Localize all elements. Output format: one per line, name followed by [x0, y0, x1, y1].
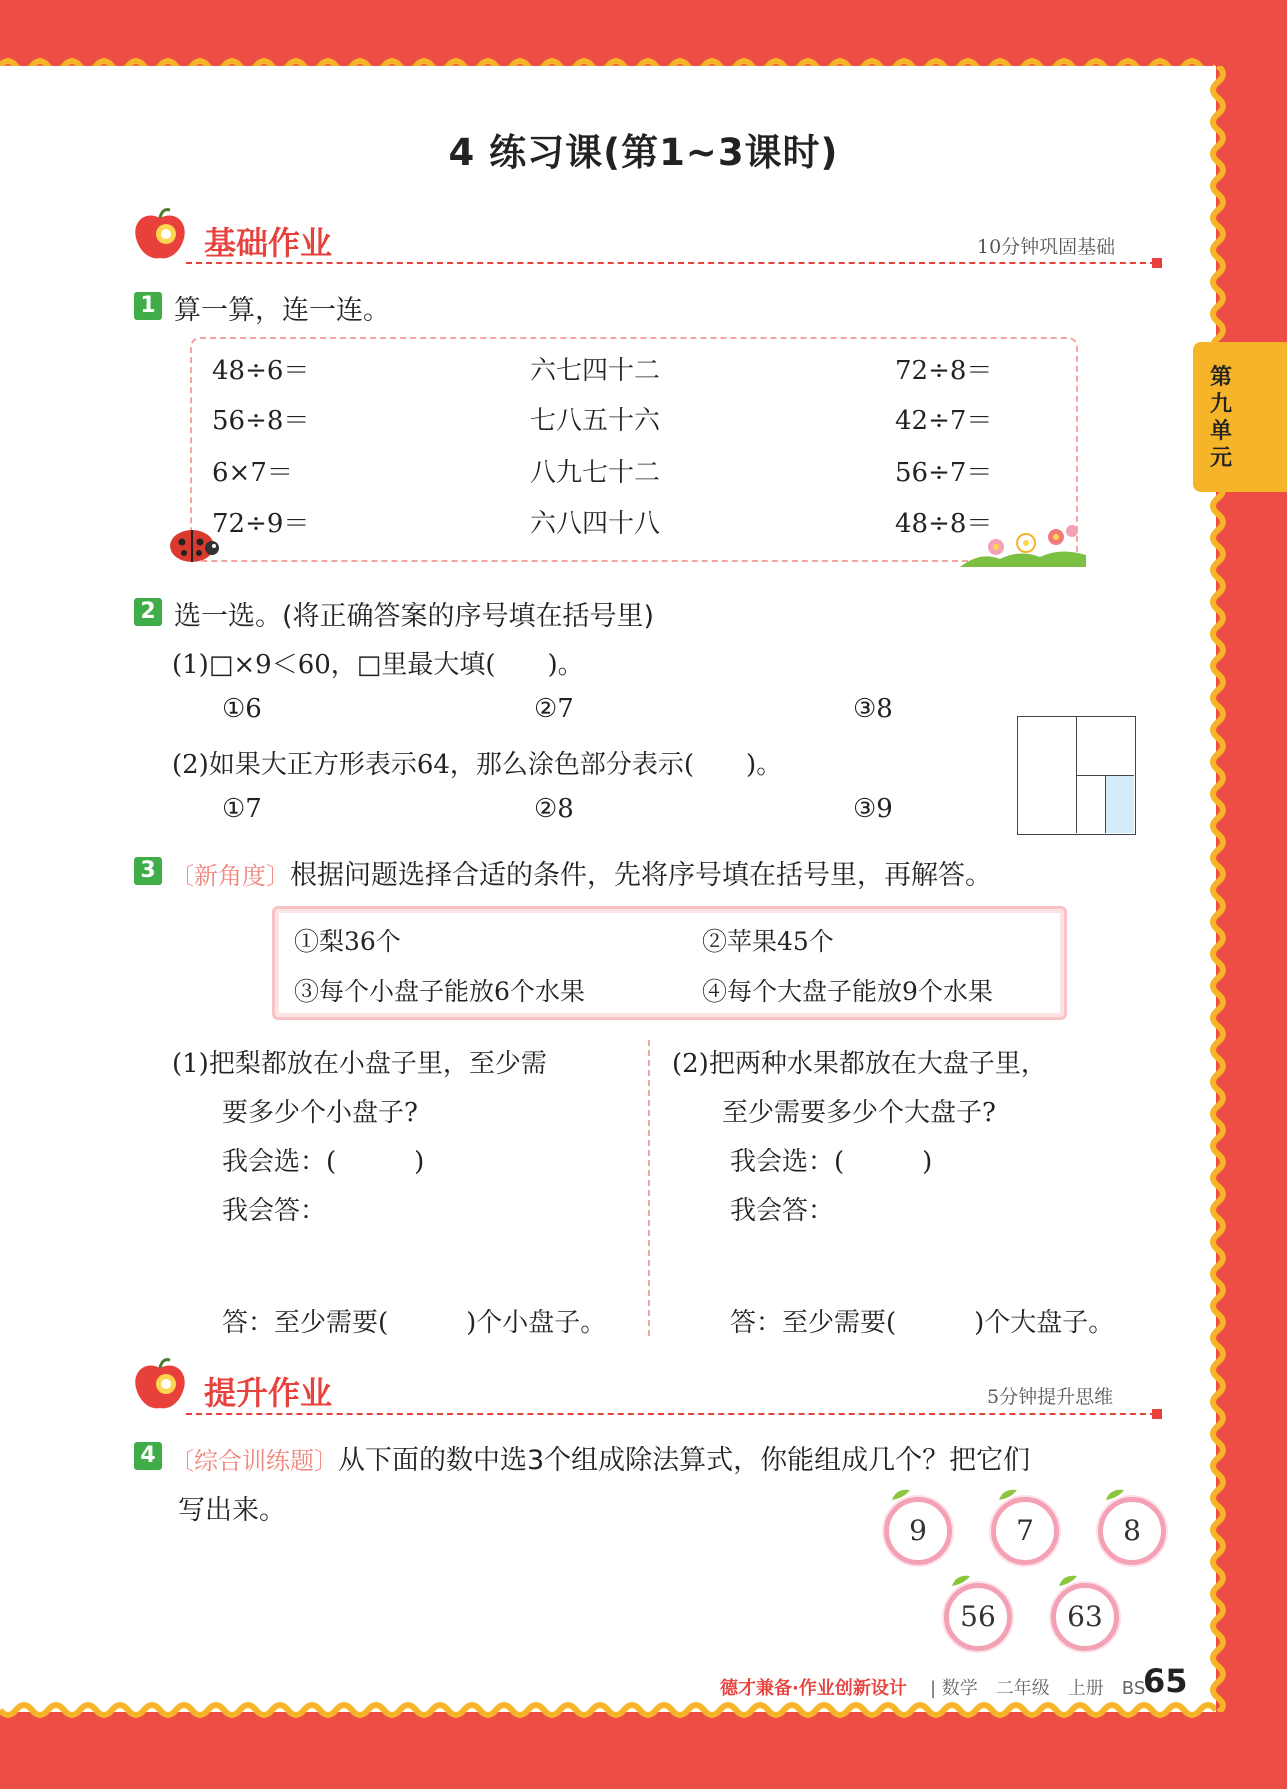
question-3-tag: 〔新角度〕 — [170, 862, 290, 890]
question-4-tag: 〔综合训练题〕 — [170, 1447, 338, 1475]
rhyme-2[interactable]: 七八五十六 — [530, 406, 661, 436]
question-3-line — [170, 853, 992, 892]
calc-right-4[interactable]: 48÷8＝ — [895, 509, 993, 539]
ladybug-icon — [166, 522, 222, 564]
question-4-prompt-cont: 写出来。 — [178, 1495, 286, 1526]
q3p1-answer[interactable]: 我会答： — [222, 1196, 327, 1226]
q3p2-line1: (2)把两种水果都放在大盘子里， — [672, 1049, 1047, 1079]
calc-left-4[interactable]: 72÷9＝ — [212, 509, 310, 539]
divider-end-mark — [1152, 258, 1162, 268]
calc-left-3[interactable]: 6×7＝ — [212, 458, 293, 488]
question-2-number: 2 — [134, 598, 162, 626]
apple-mascot-icon — [130, 1358, 190, 1414]
section-basic-note: 10分钟巩固基础 — [977, 236, 1116, 258]
question-4-prompt: 从下面的数中选3个组成除法算式，你能组成几个？把它们 — [338, 1445, 1031, 1476]
number-7[interactable]: 7 — [991, 1497, 1059, 1565]
number-56[interactable]: 56 — [944, 1583, 1012, 1651]
leaf-icon — [1104, 1486, 1128, 1502]
question-3-prompt: 根据问题选择合适的条件，先将序号填在括号里，再解答。 — [290, 860, 992, 891]
rhyme-3[interactable]: 八九七十二 — [530, 458, 661, 488]
condition-3: ③每个小盘子能放6个水果 — [294, 977, 585, 1006]
question-4-number: 4 — [134, 1442, 162, 1470]
footer-grade: | 数学 二年级 上册 BS — [930, 1678, 1146, 1699]
calc-right-3[interactable]: 56÷7＝ — [895, 458, 993, 488]
condition-1: ①梨36个 — [294, 927, 401, 956]
q3p2-line2: 至少需要多少个大盘子? — [722, 1098, 996, 1128]
big-square-diagram — [1017, 716, 1136, 835]
q3p2-final[interactable]: 答：至少需要( )个大盘子。 — [730, 1308, 1115, 1338]
shaded-part — [1106, 776, 1134, 833]
q2p2-option-3[interactable]: ③9 — [853, 794, 893, 824]
unit-side-tab-label: 第九单元 — [1209, 365, 1232, 471]
rhyme-4[interactable]: 六八四十八 — [530, 509, 661, 539]
question-2-part2: (2)如果大正方形表示64，那么涂色部分表示( )。 — [172, 750, 783, 780]
page-number: 65 — [1143, 1662, 1188, 1700]
q2p2-option-2[interactable]: ②8 — [534, 794, 574, 824]
apple-mascot-icon — [130, 208, 190, 264]
question-4-line — [170, 1438, 1030, 1477]
leaf-icon — [1057, 1572, 1081, 1588]
calc-right-1[interactable]: 72÷8＝ — [895, 356, 993, 386]
condition-4: ④每个大盘子能放9个水果 — [702, 977, 993, 1006]
question-1-prompt: 算一算，连一连。 — [174, 295, 390, 326]
question-1-number: 1 — [134, 292, 162, 320]
q3p2-choose[interactable]: 我会选：( ) — [730, 1147, 933, 1177]
section-advanced-divider — [186, 1413, 1156, 1415]
rhyme-1[interactable]: 六七四十二 — [530, 356, 661, 386]
calc-right-2[interactable]: 42÷7＝ — [895, 406, 993, 436]
question-2-part1: (1)□×9＜60，□里最大填( )。 — [172, 650, 584, 680]
unit-side-tab[interactable] — [1193, 342, 1287, 492]
right-wave-border — [1208, 66, 1238, 1712]
section-advanced-note: 5分钟提升思维 — [987, 1386, 1114, 1408]
flower-grass-icon — [960, 525, 1086, 567]
question-3-number: 3 — [134, 857, 162, 885]
question-2-prompt: 选一选。(将正确答案的序号填在括号里) — [174, 601, 655, 632]
q2p2-option-1[interactable]: ①7 — [222, 794, 262, 824]
q3p1-final[interactable]: 答：至少需要( )个小盘子。 — [222, 1308, 607, 1338]
leaf-icon — [890, 1486, 914, 1502]
number-8[interactable]: 8 — [1098, 1497, 1166, 1565]
leaf-icon — [997, 1486, 1021, 1502]
number-9[interactable]: 9 — [884, 1497, 952, 1565]
q3-column-divider — [648, 1040, 650, 1336]
section-basic-divider — [186, 262, 1156, 264]
q3p1-choose[interactable]: 我会选：( ) — [222, 1147, 425, 1177]
q2p1-option-3[interactable]: ③8 — [853, 694, 893, 724]
section-basic-title: 基础作业 — [204, 224, 333, 262]
leaf-icon — [950, 1572, 974, 1588]
divider-end-mark — [1152, 1409, 1162, 1419]
q2p1-option-1[interactable]: ①6 — [222, 694, 262, 724]
calc-left-2[interactable]: 56÷8＝ — [212, 406, 310, 436]
footer-publisher: 德才兼备·作业创新设计 — [720, 1678, 907, 1699]
q3p2-answer[interactable]: 我会答： — [730, 1196, 835, 1226]
page-title: 4 练习课(第1~3课时) — [448, 131, 839, 174]
condition-2: ②苹果45个 — [702, 927, 834, 956]
section-advanced-title: 提升作业 — [204, 1374, 333, 1412]
q2p1-option-2[interactable]: ②7 — [534, 694, 574, 724]
q3p1-line1: (1)把梨都放在小盘子里，至少需 — [172, 1049, 547, 1079]
number-63[interactable]: 63 — [1051, 1583, 1119, 1651]
q3p1-line2: 要多少个小盘子? — [222, 1098, 418, 1128]
calc-left-1[interactable]: 48÷6＝ — [212, 356, 310, 386]
bottom-wave-border — [0, 1700, 1216, 1736]
